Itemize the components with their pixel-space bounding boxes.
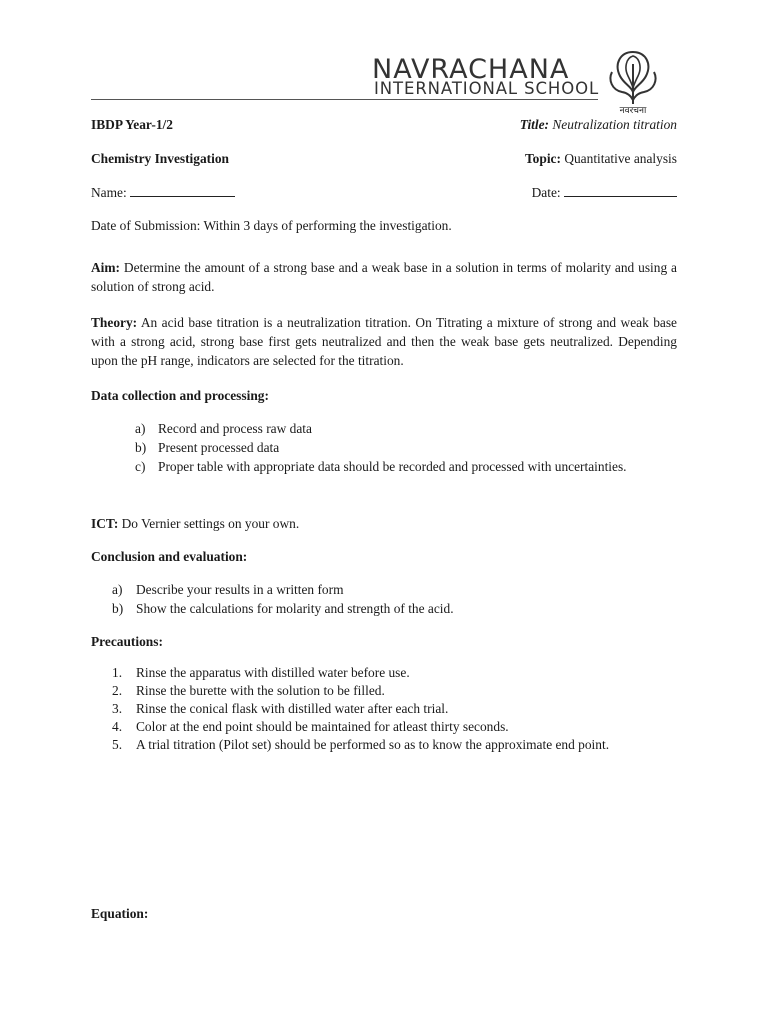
ict-text: Do Vernier settings on your own. — [121, 516, 300, 531]
list-marker: 5. — [112, 737, 123, 752]
date-blank[interactable] — [564, 184, 677, 197]
school-name: NAVRACHANA — [372, 54, 570, 85]
list-item: 3. Rinse the conical flask with distilled water after each trial. — [112, 701, 449, 716]
subject-label: Chemistry Investigation — [91, 151, 229, 166]
program-label: IBDP Year-1/2 — [91, 117, 173, 132]
topic-value: Quantitative analysis — [564, 151, 677, 166]
list-item: b) Show the calculations for molarity and strength of the acid. — [112, 601, 454, 616]
list-marker: a) — [135, 421, 146, 436]
name-blank[interactable] — [130, 184, 235, 197]
list-item: b) Present processed data — [135, 440, 280, 455]
list-item: 1. Rinse the apparatus with distilled water before use. — [112, 665, 410, 680]
list-item: 2. Rinse the burette with the solution to be filled. — [112, 683, 385, 698]
ict-paragraph — [91, 514, 677, 533]
school-subtitle: INTERNATIONAL SCHOOL — [374, 79, 600, 98]
title-value: Neutralization titration — [552, 117, 677, 132]
aim-label: Aim: — [91, 260, 121, 275]
theory-paragraph — [91, 313, 677, 370]
list-item: 5. A trial titration (Pilot set) should be performed so as to know the approximate end point. — [112, 737, 610, 752]
school-logo-icon — [604, 44, 662, 116]
letterhead — [0, 0, 768, 116]
header-row-1 — [91, 115, 677, 134]
logo-text: नवरचना — [619, 106, 647, 116]
list-marker: b) — [112, 601, 124, 616]
submission-text: Date of Submission: Within 3 days of performing the investigation. — [91, 218, 452, 233]
data-collection-heading: Data collection and processing: — [91, 388, 269, 403]
name-field: Name: — [91, 183, 235, 202]
ict-label: ICT: — [91, 516, 119, 531]
precautions-heading: Precautions: — [91, 634, 163, 649]
list-marker: 4. — [112, 719, 123, 734]
list-item: a) Describe your results in a written form — [112, 582, 344, 597]
list-item: 4. Color at the end point should be maintained for atleast thirty seconds. — [112, 719, 509, 734]
list-marker: 3. — [112, 701, 123, 716]
theory-text: An acid base titration is a neutralization titration. On Titrating a mixture of strong and weak base with a strong acid, strong base first gets neutralized and then the weak base gets neutralized. Depending upon the pH range, indicators are selected for the titration. — [91, 315, 678, 368]
list-marker: a) — [112, 582, 123, 597]
title-field: Title: Neutralization titration — [519, 117, 677, 132]
conclusion-heading: Conclusion and evaluation: — [91, 549, 248, 564]
date-field: Date: — [532, 183, 677, 202]
header-row-2 — [91, 149, 677, 168]
conclusion-list — [112, 580, 677, 618]
theory-label: Theory: — [91, 315, 138, 330]
list-marker: 1. — [112, 665, 123, 680]
list-item: c) Proper table with appropriate data should be recorded and processed with uncertainties. — [135, 459, 627, 474]
list-marker: b) — [135, 440, 147, 455]
list-marker: c) — [135, 459, 146, 474]
precautions-list — [112, 664, 677, 754]
aim-paragraph — [91, 258, 677, 296]
list-item: a) Record and process raw data — [135, 421, 312, 436]
equation-heading: Equation: — [91, 906, 149, 921]
aim-text: Determine the amount of a strong base and a weak base in a solution in terms of molarity and using a solution of strong acid. — [91, 260, 677, 294]
data-collection-list — [135, 419, 677, 476]
header-rule — [91, 99, 598, 100]
list-marker: 2. — [112, 683, 123, 698]
header-row-3 — [91, 183, 677, 202]
topic-field: Topic: Quantitative analysis — [524, 151, 677, 166]
